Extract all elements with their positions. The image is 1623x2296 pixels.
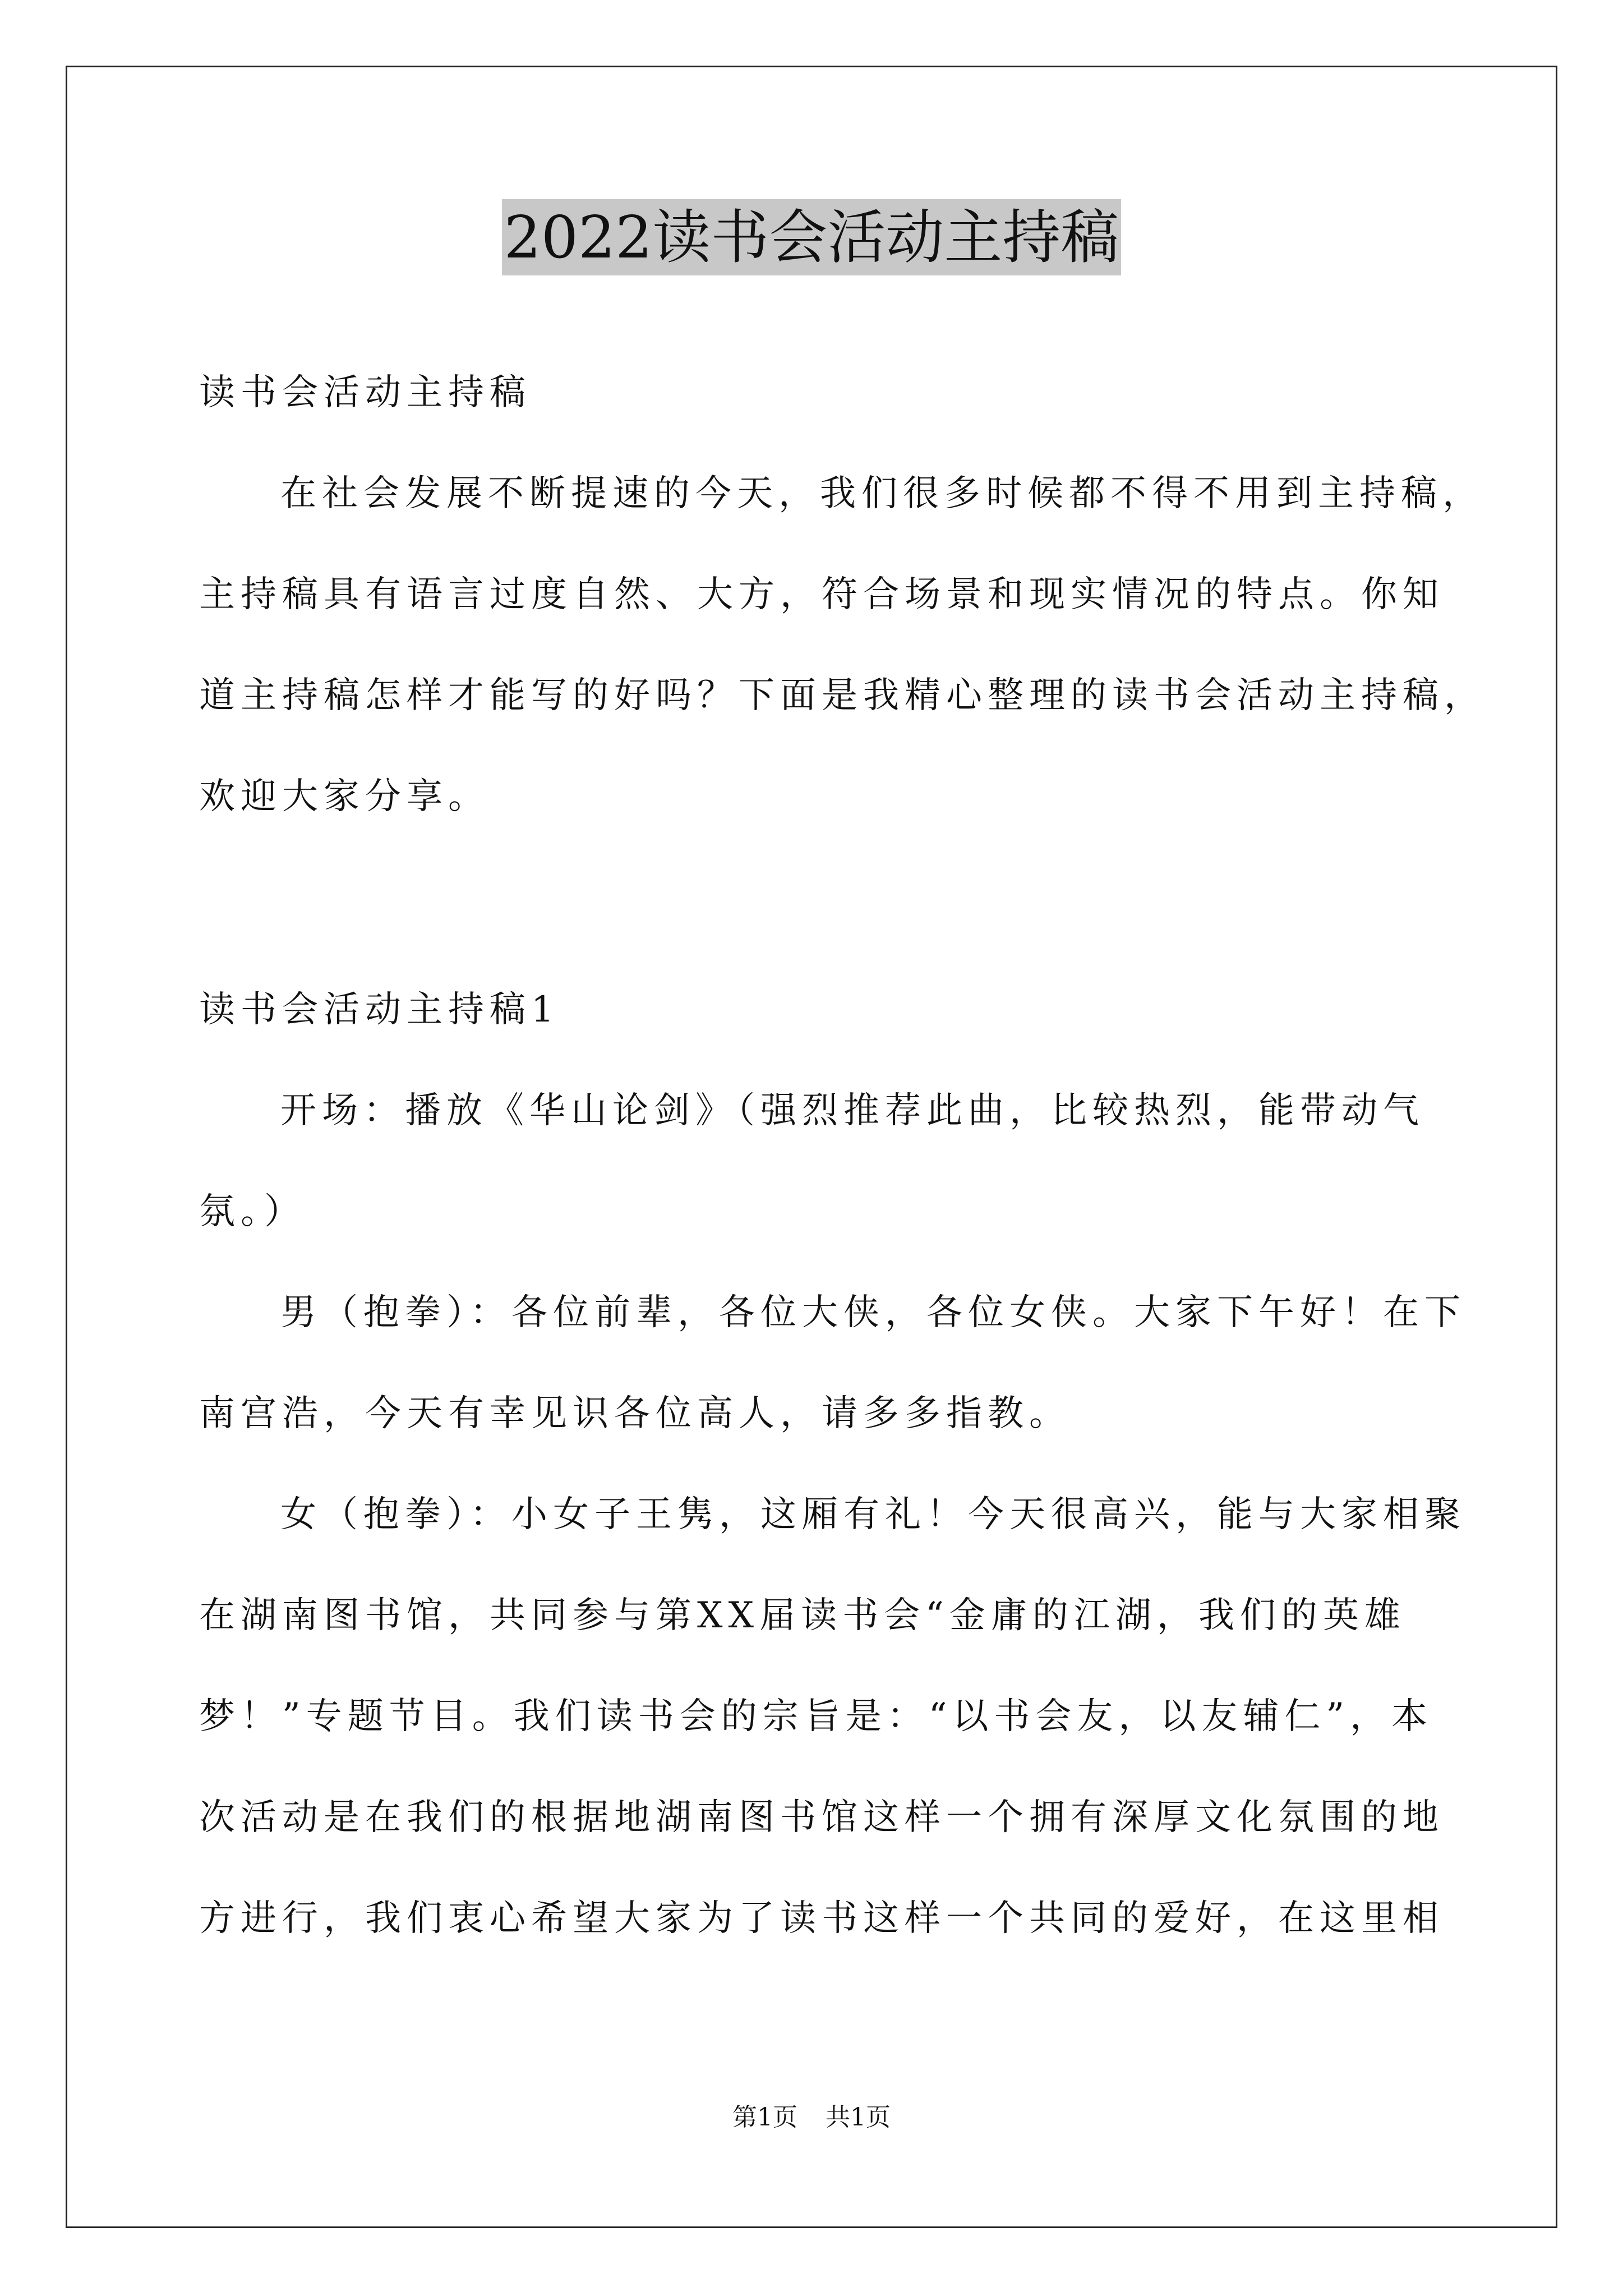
title-container — [0, 199, 1623, 275]
body-line: 男（抱拳）：各位前辈，各位大侠，各位女侠。大家下午好！在下 — [280, 1292, 1466, 1333]
body-line: 南宫浩，今天有幸见识各位高人，请多多指教。 — [199, 1393, 1071, 1434]
page-total: 共1页 — [826, 2103, 891, 2132]
intro-line: 主持稿具有语言过度自然、大方，符合场景和现实情况的特点。你知 — [199, 574, 1444, 615]
page-footer — [0, 2101, 1623, 2134]
body-line: 氛。） — [199, 1191, 306, 1232]
page-number: 第1页 — [732, 2103, 797, 2132]
body-line: 梦！”专题节目。我们读书会的宗旨是：“以书会友，以友辅仁”，本 — [199, 1696, 1433, 1737]
intro-line: 道主持稿怎样才能写的好吗？下面是我精心整理的读书会活动主持稿， — [199, 675, 1486, 716]
section-heading: 读书会活动主持稿1 — [199, 989, 560, 1030]
section-heading: 读书会活动主持稿 — [199, 372, 531, 413]
body-line: 开场：播放《华山论剑》（强烈推荐此曲，比较热烈，能带动气 — [280, 1090, 1424, 1131]
body-line: 在湖南图书馆，共同参与第XX届读书会“金庸的江湖，我们的英雄 — [199, 1595, 1406, 1636]
body-line: 女（抱拳）：小女子王隽，这厢有礼！今天很高兴，能与大家相聚 — [280, 1494, 1466, 1535]
intro-line: 在社会发展不断提速的今天，我们很多时候都不得不用到主持稿， — [280, 473, 1484, 514]
spacer — [199, 847, 1433, 959]
body-line: 方进行，我们衷心希望大家为了读书这样一个共同的爱好，在这里相 — [199, 1898, 1444, 1939]
body-line: 次活动是在我们的根据地湖南图书馆这样一个拥有深厚文化氛围的地 — [199, 1797, 1444, 1838]
document-body — [199, 342, 1486, 1969]
document-title: 2022读书会活动主持稿 — [502, 199, 1122, 275]
intro-line: 欢迎大家分享。 — [199, 776, 490, 817]
